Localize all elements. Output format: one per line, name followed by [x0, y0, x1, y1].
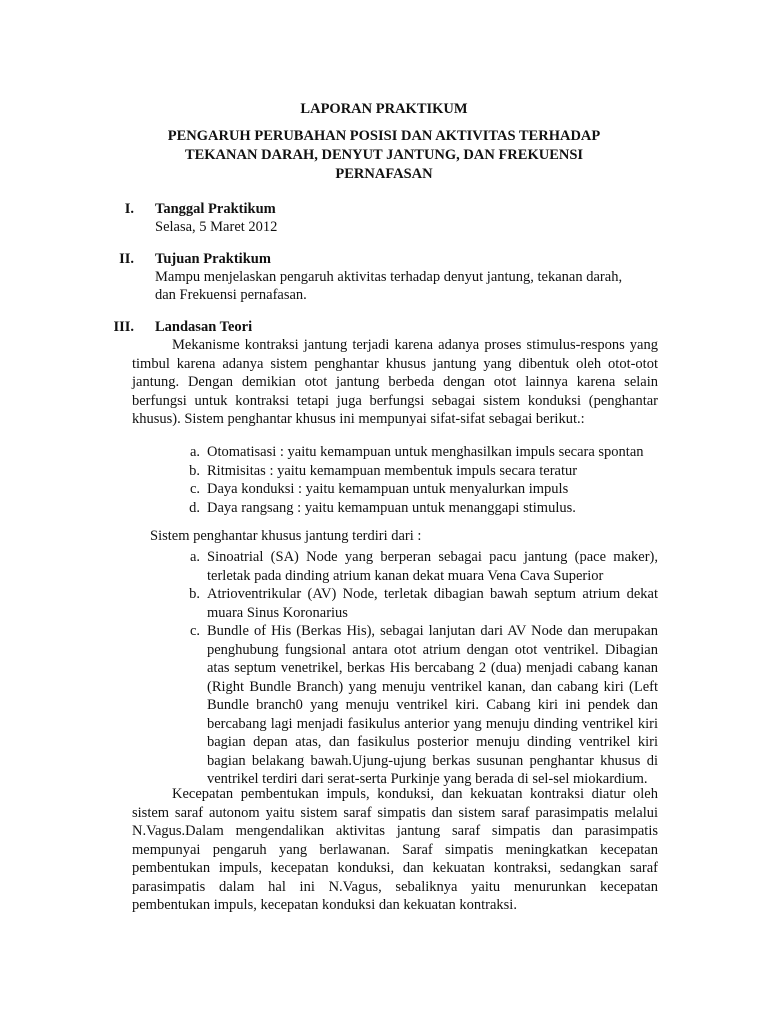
list-marker: b.	[189, 462, 200, 479]
components-intro: Sistem penghantar khusus jantung terdiri dari :	[150, 528, 422, 544]
list-item	[180, 480, 658, 499]
list-item-text: Sinoatrial (SA) Node yang berperan sebagai pacu jantung (pace maker), terletak pada dinding atrium kanan dekat muara Vena Cava Superior	[207, 549, 658, 584]
section-numeral: II.	[119, 251, 134, 267]
practicum-date: Selasa, 5 Maret 2012	[155, 219, 278, 235]
component-list	[180, 548, 658, 789]
list-item-text: Bundle of His (Berkas His), sebagai lanjutan dari AV Node dan merupakan penghubung fungsional antara otot atrium dengan otot ventrikel. Dibagian atas septum venetrikel, berkas His bercabang 2 (dua) menjadi cabang kanan (Right Bundle Branch) yang menuju ventrikel kanan, dan cabang kiri (Left Bundle branch0 yang menuju ventrikel kiri. Cabang kiri ini pendek dan bercabang lagi menjadi fasikulus anterior yang menuju dinding ventrikel kiri bagian depan atas, dan fasikulus posterior menuju dinding ventrikel kiri bagian belakang bawah.Ujung-ujung berkas susunan penghantar khusus di ventrikel terdiri dari serat-serta Purkinje yang berada di sel-sel miokardium.	[207, 623, 658, 787]
objective-line-1: Mampu menjelaskan pengaruh aktivitas terhadap denyut jantung, tekanan darah,	[155, 269, 623, 285]
list-item	[180, 548, 658, 585]
list-marker: c.	[189, 481, 200, 497]
list-item-text: Atrioventrikular (AV) Node, terletak dibagian bawah septum atrium dekat muara Sinus Koronarius	[207, 586, 658, 621]
section-title: Tanggal Praktikum	[155, 201, 276, 217]
list-item	[180, 443, 658, 462]
section-heading-2	[80, 250, 660, 269]
section-heading-3	[80, 318, 660, 337]
list-item	[180, 585, 658, 622]
list-marker: c.	[189, 623, 200, 639]
section-heading-1	[80, 200, 660, 219]
section-title: Landasan Teori	[155, 319, 253, 335]
regulation-paragraph: Kecepatan pembentukan impuls, konduksi, dan kekuatan kontraksi diatur oleh sistem saraf autonom yaitu sistem saraf simpatis dan sistem saraf parasimpatis melalui N.Vagus.Dalam mengendalikan aktivitas jantung saraf simpatis dan parasimpatis mempunyai pengaruh yang berlawanan. Saraf simpatis meningkatkan kecepatan pembentukan impuls, kecepatan konduksi, dan kekuatan kontraksi, sedangkan saraf parasimpatis dalam hal ini N.Vagus, sebaliknya yaitu menurunkan kecepatan pembentukan impuls, kecepatan konduksi dan kekuatan kontraksi.	[132, 786, 658, 913]
report-subtitle: PENGARUH PERUBAHAN POSISI DAN AKTIVITAS TERHADAP TEKANAN DARAH, DENYUT JANTUNG, DAN FREKUENSI PERNAFASAN	[167, 128, 601, 182]
report-title: LAPORAN PRAKTIKUM	[300, 101, 468, 117]
section-numeral: I.	[124, 201, 134, 217]
property-list	[180, 443, 658, 517]
list-marker: b.	[189, 586, 200, 602]
section-numeral: III.	[113, 319, 134, 335]
section-title: Tujuan Praktikum	[155, 251, 271, 267]
theory-paragraph: Mekanisme kontraksi jantung terjadi karena adanya proses stimulus-respons yang timbul karena adanya sistem penghantar khusus jantung yang dibentuk oleh otot-otot jantung. Dengan demikian otot jantung berbeda dengan otot lainnya karena selain berfungsi untuk kontraksi tetapi juga berfungsi sebagai sistem konduksi (penghantar khusus). Sistem penghantar khusus ini mempunyai sifat-sifat sebagai berikut.:	[132, 337, 658, 427]
list-item-text: Ritmisitas : yaitu kemampuan membentuk impuls secara teratur	[207, 462, 578, 479]
list-marker: d.	[189, 499, 200, 516]
list-marker: a.	[189, 549, 200, 565]
objective-line-2: dan Frekuensi pernafasan.	[155, 287, 307, 303]
list-item	[180, 622, 658, 789]
list-item-text: Daya rangsang : yaitu kemampuan untuk menanggapi stimulus.	[207, 499, 576, 516]
list-item-text: Otomatisasi : yaitu kemampuan untuk menghasilkan impuls secara spontan	[207, 444, 644, 460]
list-item	[180, 462, 658, 481]
list-item	[180, 499, 658, 518]
list-item-text: Daya konduksi : yaitu kemampuan untuk menyalurkan impuls	[207, 481, 569, 497]
list-marker: a.	[189, 444, 200, 460]
